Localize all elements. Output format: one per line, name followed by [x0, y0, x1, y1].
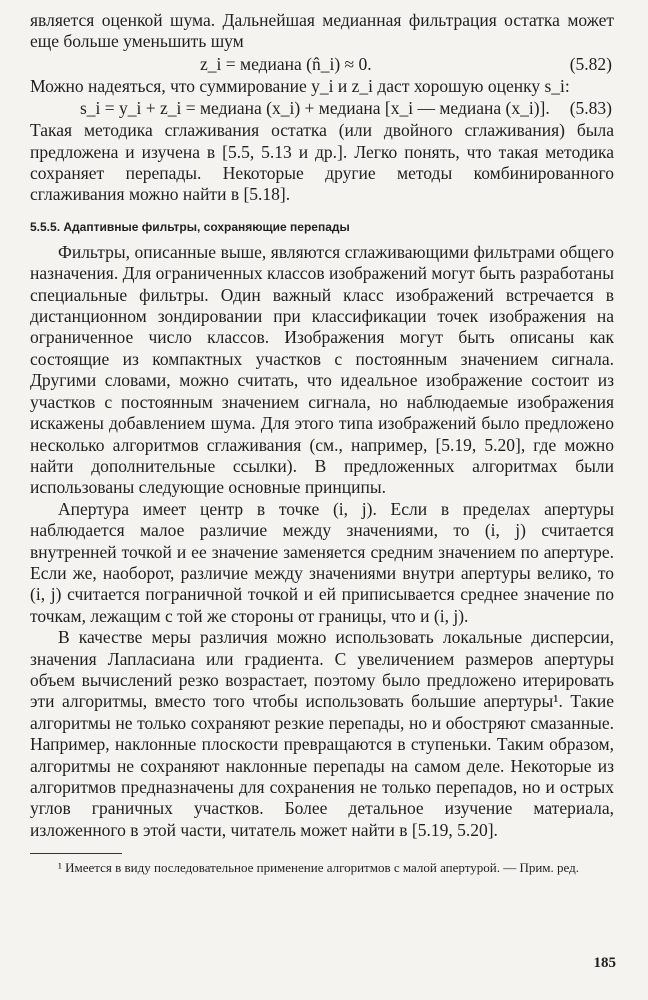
paragraph-aperture: Апертура имеет центр в точке (i, j). Если в пределах апертуры наблюдается малое различие между значениями, то (i, j) считается внутренней точкой и ее значение заменяется средним значением по апертуре. Если же, наоборот, различие между значениями внутри апертуры велико, то (i, j) считается пограничной точкой и ей приписывается среднее значение по точкам, лежащим с той же стороны от границы, что и (i, j).	[30, 498, 614, 626]
formula-expression: z_i = медиана (n̂_i) ≈ 0.	[200, 53, 372, 74]
paragraph-intro: является оценкой шума. Дальнейшая медианная фильтрация остатка может еще больше уменьшить шум	[30, 10, 614, 52]
paragraph-hope: Можно надеяться, что суммирование y_i и z_i даст хорошую оценку s_i:	[30, 75, 570, 96]
equation-number: (5.83)	[569, 98, 612, 119]
footnote-divider	[30, 853, 122, 854]
formula-5-83	[30, 97, 614, 120]
page-number: 185	[593, 955, 616, 971]
paragraph-filters: Фильтры, описанные выше, являются сглаживающими фильтрами общего назначения. Для ограниченных классов изображений могут быть разработаны специальные фильтры. Один важный класс изображений встречается в дистанционном зондировании при классификации точек изображения на ограниченное число классов. Изображения могут быть описаны как состоящие из компактных участков с постоянным значением сигнала. Другими словами, можно считать, что идеальное изображение состоит из участков с постоянным значением сигнала, но наблюдаемые изображения искажены добавлением шума. Для этого типа изображений было предложено несколько алгоритмов сглаживания (см., например, [5.19, 5.20], где можно найти дополнительные ссылки). В предложенных алгоритмах были использованы следующие основные принципы.	[30, 241, 614, 498]
formula-expression: s_i = y_i + z_i = медиана (x_i) + медиана [x_i — медиана (x_i)].	[79, 98, 550, 119]
section-heading: 5.5.5. Адаптивные фильтры, сохраняющие перепады	[30, 219, 350, 234]
formula-5-82	[30, 53, 614, 76]
footnote: ¹ Имеется в виду последовательное применение алгоритмов с малой апертурой. — Прим. ред.	[58, 860, 579, 876]
paragraph-measure: В качестве меры различия можно использовать локальные дисперсии, значения Лапласиана или градиента. С увеличением размеров апертуры объем вычислений резко возрастает, поэтому было предложено итерировать эти алгоритмы, вместо того чтобы использовать большие апертуры¹. Такие алгоритмы не только сохраняют резкие перепады, но и обостряют смазанные. Например, наклонные плоскости превращаются в ступеньки. Таким образом, алгоритмы не сохраняют наклонные перепады на самом деле. Некоторые из алгоритмов предназначены для сохранения не только перепадов, но и острых углов граничных участков. Более детальное изучение материала, изложенного в этой части, читатель может найти в [5.19, 5.20].	[30, 627, 614, 840]
equation-number: (5.82)	[569, 53, 612, 74]
paragraph-method: Такая методика сглаживания остатка (или двойного сглаживания) была предложена и изучена в [5.5, 5.13 и др.]. Легко понять, что такая методика сохраняет перепады. Некоторые другие методы комбинированного сглаживания можно найти в [5.18].	[30, 120, 614, 205]
